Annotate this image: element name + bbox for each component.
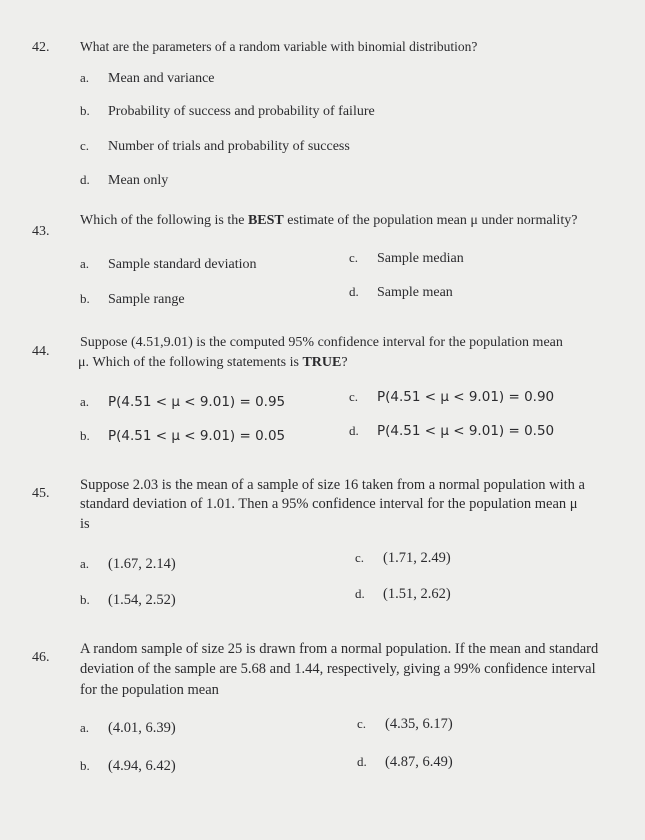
question-stem-line-3: for the population mean xyxy=(80,682,219,698)
option-letter: b. xyxy=(80,103,90,118)
option-text: Sample median xyxy=(377,251,464,266)
option-letter: b. xyxy=(80,428,90,443)
option-b[interactable] xyxy=(80,103,375,120)
option-text: P(4.51 < μ < 9.01) = 0.50 xyxy=(377,423,555,439)
question-stem-line-2: standard deviation of 1.01. Then a 95% confidence interval for the population mean μ xyxy=(80,496,578,512)
option-letter: b. xyxy=(80,291,90,306)
option-letter: c. xyxy=(357,716,367,731)
option-a[interactable] xyxy=(80,256,257,273)
option-a[interactable] xyxy=(80,394,285,411)
question-stem-line-2 xyxy=(78,354,348,372)
option-c[interactable] xyxy=(349,389,554,406)
option-text: Number of trials and probability of success xyxy=(108,139,350,154)
option-b[interactable] xyxy=(80,592,176,609)
option-letter: c. xyxy=(80,138,90,153)
option-letter: a. xyxy=(80,70,90,85)
option-letter: d. xyxy=(357,754,367,769)
stem-emphasis: TRUE xyxy=(302,355,342,370)
option-letter: c. xyxy=(349,250,359,265)
option-b[interactable] xyxy=(80,428,285,445)
option-d[interactable] xyxy=(357,754,453,771)
option-b[interactable] xyxy=(80,291,185,308)
question-stem: What are the parameters of a random variable with binomial distribution? xyxy=(80,39,478,54)
option-c[interactable] xyxy=(357,716,453,733)
stem-text: ? xyxy=(341,355,348,370)
option-letter: d. xyxy=(349,423,359,438)
option-letter: b. xyxy=(80,758,90,773)
question-stem-line-1: A random sample of size 25 is drawn from a normal population. If the mean and standard xyxy=(80,641,599,657)
question-stem-line-2: deviation of the sample are 5.68 and 1.44, respectively, giving a 99% confidence interval xyxy=(80,661,596,677)
option-text: Sample standard deviation xyxy=(108,257,257,272)
question-number: 42. xyxy=(32,40,50,55)
question-number: 46. xyxy=(32,650,50,665)
option-text: (4.87, 6.49) xyxy=(385,754,453,770)
option-letter: c. xyxy=(349,389,359,404)
option-d[interactable] xyxy=(349,423,554,440)
option-letter: c. xyxy=(355,550,365,565)
option-text: Mean only xyxy=(108,173,169,188)
option-letter: a. xyxy=(80,394,90,409)
question-number: 44. xyxy=(32,344,50,359)
option-text: (4.94, 6.42) xyxy=(108,758,176,774)
question-number: 45. xyxy=(32,486,50,501)
question-stem-line-1: Suppose (4.51,9.01) is the computed 95% confidence interval for the population mean xyxy=(80,335,563,350)
option-text: (1.67, 2.14) xyxy=(108,556,176,572)
option-letter: a. xyxy=(80,556,90,571)
question-number: 43. xyxy=(32,224,50,239)
stem-text: estimate of the population mean μ under normality? xyxy=(283,213,578,228)
question-stem xyxy=(80,212,577,230)
option-d[interactable] xyxy=(349,284,453,301)
option-b[interactable] xyxy=(80,758,176,775)
option-letter: b. xyxy=(80,592,90,607)
option-text: (4.01, 6.39) xyxy=(108,720,176,736)
option-d[interactable] xyxy=(80,172,168,189)
option-text: (4.35, 6.17) xyxy=(385,716,453,732)
stem-emphasis: BEST xyxy=(247,213,284,228)
option-text: (1.51, 2.62) xyxy=(383,586,451,602)
option-text: Mean and variance xyxy=(108,71,215,86)
question-stem-line-1: Suppose 2.03 is the mean of a sample of size 16 taken from a normal population with a xyxy=(80,477,585,493)
option-text: Sample mean xyxy=(377,285,453,300)
option-d[interactable] xyxy=(355,586,451,603)
option-c[interactable] xyxy=(349,250,464,267)
option-c[interactable] xyxy=(80,138,350,155)
option-letter: d. xyxy=(355,586,365,601)
option-letter: a. xyxy=(80,256,90,271)
option-a[interactable] xyxy=(80,70,215,87)
option-a[interactable] xyxy=(80,556,176,573)
option-text: (1.71, 2.49) xyxy=(383,550,451,566)
option-letter: d. xyxy=(349,284,359,299)
stem-text: Which of the following is the xyxy=(80,213,248,228)
option-a[interactable] xyxy=(80,720,176,737)
stem-text: μ. Which of the following statements is xyxy=(78,355,303,370)
option-text: P(4.51 < μ < 9.01) = 0.05 xyxy=(108,428,286,444)
question-stem-line-3: is xyxy=(80,516,90,532)
option-text: (1.54, 2.52) xyxy=(108,592,176,608)
option-letter: d. xyxy=(80,172,90,187)
option-c[interactable] xyxy=(355,550,451,567)
option-text: P(4.51 < μ < 9.01) = 0.90 xyxy=(377,389,555,405)
option-letter: a. xyxy=(80,720,90,735)
option-text: P(4.51 < μ < 9.01) = 0.95 xyxy=(108,394,286,410)
option-text: Sample range xyxy=(108,292,185,307)
option-text: Probability of success and probability of failure xyxy=(108,104,375,119)
